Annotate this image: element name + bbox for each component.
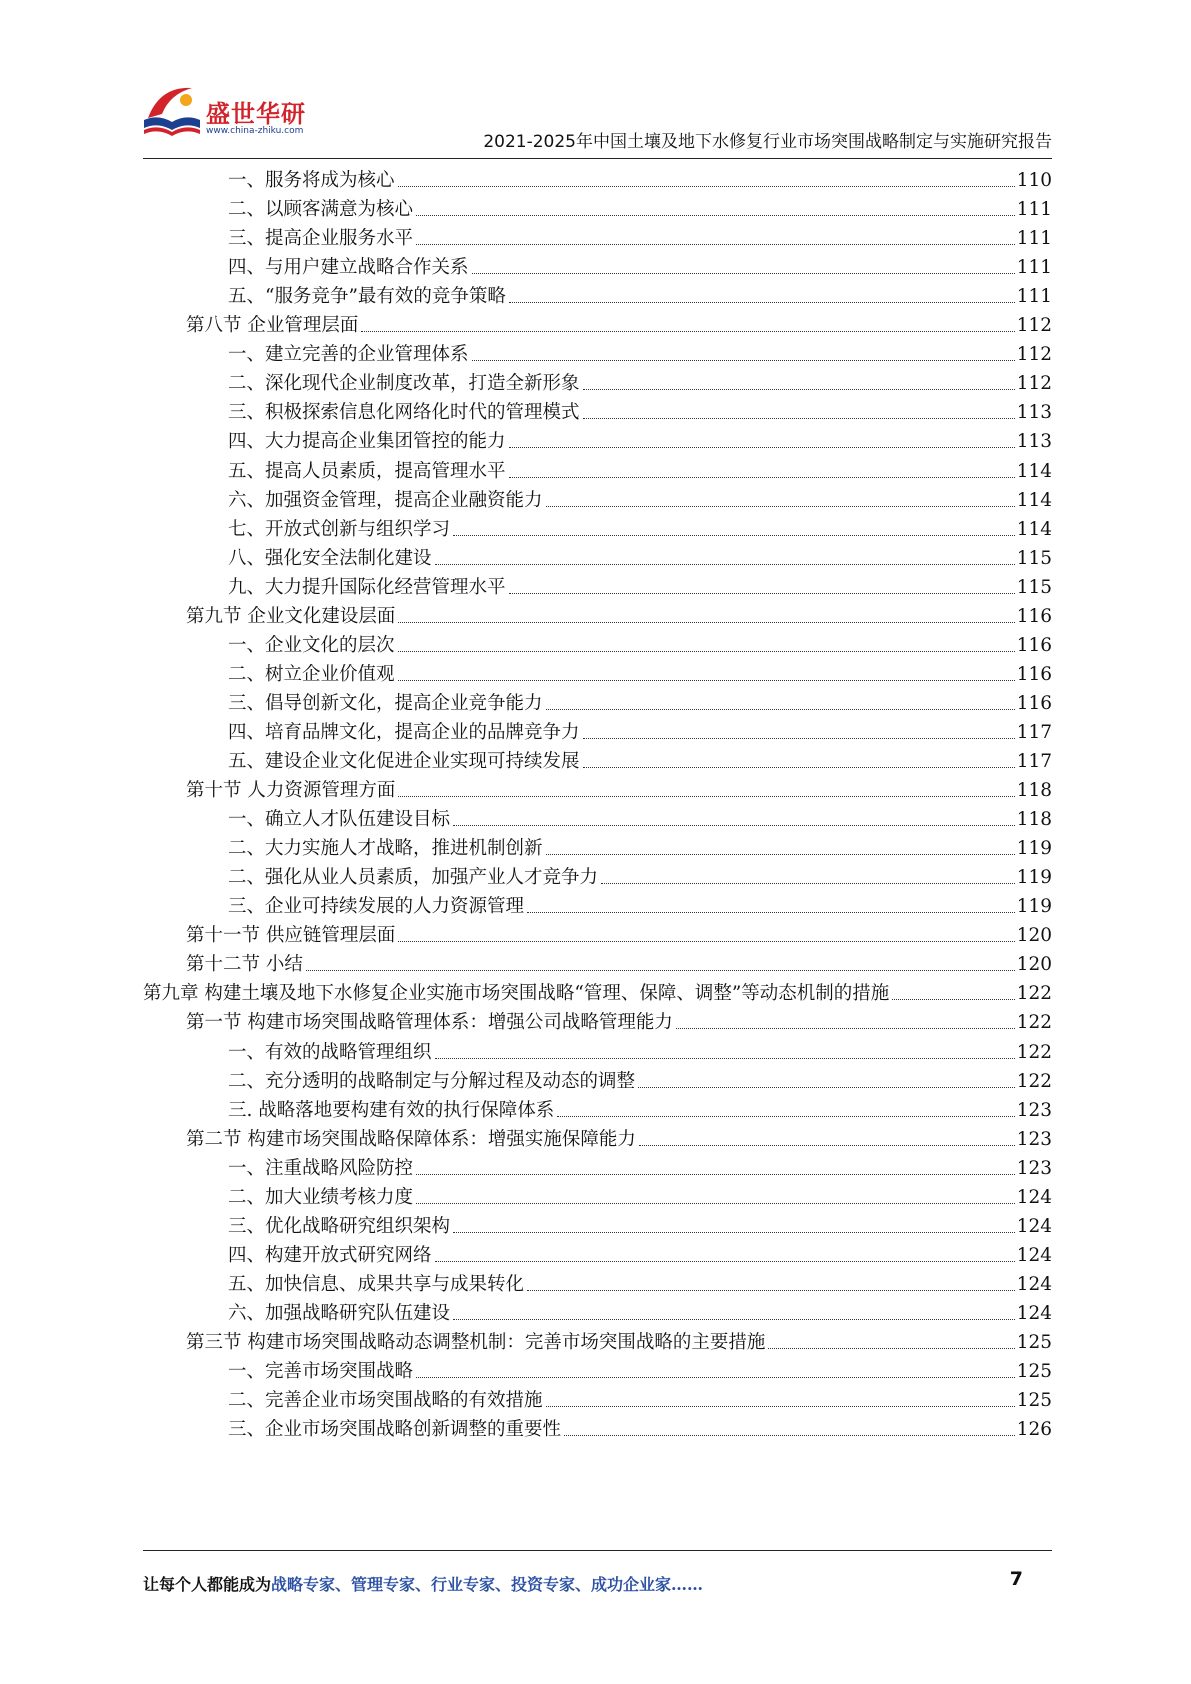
toc-entry[interactable] [228, 1179, 1052, 1210]
toc-entry-page: 111 [1016, 199, 1052, 221]
toc-entry-title: 一、服务将成为核心 [228, 170, 395, 191]
toc-entry-page: 123 [1016, 1128, 1052, 1150]
toc-entry-page: 117 [1016, 751, 1052, 772]
toc-entry-title: 四、大力提高企业集团管控的能力 [228, 431, 506, 453]
toc-leader-dots [306, 970, 1015, 971]
toc-entry-page: 116 [1016, 663, 1052, 685]
toc-entry[interactable] [228, 278, 1052, 309]
toc-entry-title: 第九章 构建土壤及地下水修复企业实施市场突围战略“管理、保障、调整”等动态机制的措施 [143, 983, 890, 1005]
toc-entry-title: 二、深化现代企业制度改革，打造全新形象 [228, 373, 580, 395]
toc-entry[interactable] [186, 772, 1052, 803]
toc-entry-title: 第十一节 供应链管理层面 [186, 925, 396, 947]
toc-entry-title: 五、“服务竞争”最有效的竞争策略 [228, 286, 506, 308]
toc-entry-page: 111 [1016, 228, 1052, 250]
toc-entry-title: 第八节 企业管理层面 [186, 315, 359, 337]
toc-entry-title: 第九节 企业文化建设层面 [186, 605, 396, 627]
toc-entry-page: 116 [1016, 634, 1052, 656]
report-title: 2021-2025年中国土壤及地下水修复行业市场突围战略制定与实施研究报告 [483, 132, 1052, 152]
toc-entry[interactable] [228, 888, 1052, 919]
company-logo [140, 80, 340, 152]
toc-entry-page: 124 [1016, 1273, 1052, 1295]
toc-leader-dots [892, 999, 1014, 1000]
toc-entry-page: 118 [1016, 809, 1052, 831]
toc-entry-page: 111 [1016, 286, 1052, 308]
toc-entry-title: 第十二节 小结 [186, 954, 303, 976]
toc-leader-dots [601, 883, 1015, 884]
toc-entry-page: 114 [1016, 460, 1052, 482]
toc-entry-page: 119 [1016, 896, 1052, 918]
toc-entry[interactable] [228, 1266, 1052, 1297]
toc-entry-title: 二、树立企业价值观 [228, 663, 395, 685]
toc-entry-title: 七、开放式创新与组织学习 [228, 518, 451, 540]
toc-entry-title: 一、建立完善的企业管理体系 [228, 344, 469, 366]
toc-entry-page: 111 [1016, 257, 1052, 279]
toc-entry-title: 六、加强资金管理，提高企业融资能力 [228, 489, 543, 511]
page-header [0, 0, 1191, 160]
toc-entry-title: 第十节 人力资源管理方面 [186, 780, 396, 802]
toc-leader-dots [416, 215, 1015, 216]
logo-url: www.china-zhiku.com [206, 126, 304, 136]
toc-entry[interactable] [228, 1150, 1052, 1181]
toc-leader-dots [398, 941, 1014, 942]
toc-leader-dots [453, 535, 1015, 536]
toc-leader-dots [361, 331, 1014, 332]
footer-divider [143, 1550, 1052, 1551]
toc-entry[interactable] [228, 423, 1052, 454]
toc-entry-title: 三. 战略落地要构建有效的执行保障体系 [228, 1099, 555, 1121]
toc-leader-dots [398, 622, 1014, 623]
toc-entry-title: 三、倡导创新文化，提高企业竞争能力 [228, 692, 543, 714]
toc-entry[interactable] [228, 191, 1052, 222]
toc-entry[interactable] [228, 540, 1052, 571]
toc-leader-dots [453, 1232, 1015, 1233]
toc-entry-title: 三、企业市场突围战略创新调整的重要性 [228, 1419, 562, 1441]
toc-leader-dots [509, 477, 1015, 478]
toc-leader-dots [509, 302, 1015, 303]
toc-entry[interactable] [228, 1237, 1052, 1268]
toc-entry-page: 117 [1016, 721, 1052, 743]
toc-entry[interactable] [228, 1411, 1052, 1442]
toc-entry-page: 122 [1016, 1041, 1052, 1063]
toc-entry-page: 113 [1016, 431, 1052, 453]
toc-entry-title: 二、大力实施人才战略，推进机制创新 [228, 838, 543, 860]
toc-leader-dots [435, 564, 1015, 565]
toc-entry[interactable] [228, 743, 1052, 774]
toc-leader-dots [509, 593, 1015, 594]
toc-entry[interactable] [228, 511, 1052, 542]
toc-leader-dots [583, 418, 1015, 419]
toc-entry-title: 五、提高人员素质，提高管理水平 [228, 460, 506, 482]
toc-leader-dots [398, 186, 1015, 187]
toc-entry[interactable] [228, 656, 1052, 687]
toc-entry[interactable] [228, 220, 1052, 251]
toc-entry[interactable] [186, 946, 1052, 977]
toc-entry-page: 112 [1016, 344, 1052, 366]
toc-leader-dots [527, 912, 1015, 913]
toc-entry-title: 五、建设企业文化促进企业实现可持续发展 [228, 751, 580, 772]
toc-entry[interactable] [228, 482, 1052, 513]
toc-entry-page: 116 [1016, 605, 1052, 627]
toc-leader-dots [416, 1203, 1015, 1204]
toc-entry-page: 125 [1016, 1332, 1052, 1353]
footer-slogan [143, 1572, 703, 1595]
toc-entry-page: 114 [1016, 489, 1052, 511]
toc-entry-page: 124 [1016, 1302, 1052, 1324]
toc-entry[interactable] [228, 685, 1052, 716]
toc-entry[interactable] [228, 453, 1052, 484]
toc-entry[interactable] [186, 598, 1052, 629]
toc-entry-title: 四、构建开放式研究网络 [228, 1244, 432, 1266]
toc-entry[interactable] [228, 1092, 1052, 1123]
toc-entry-page: 122 [1016, 983, 1052, 1005]
toc-entry-title: 四、与用户建立战略合作关系 [228, 257, 469, 279]
toc-entry-title: 九、大力提升国际化经营管理水平 [228, 576, 506, 598]
toc-entry-page: 124 [1016, 1244, 1052, 1266]
toc-entry-page: 112 [1016, 315, 1052, 337]
toc-leader-dots [639, 1145, 1015, 1146]
toc-entry-page: 124 [1016, 1186, 1052, 1208]
toc-leader-dots [416, 244, 1015, 245]
toc-entry-title: 三、优化战略研究组织架构 [228, 1215, 451, 1237]
footer-slogan-highlight: 战略专家、管理专家、行业专家、投资专家、成功企业家…… [271, 1575, 704, 1594]
footer-slogan-prefix: 让每个人都能成为 [143, 1575, 272, 1594]
toc-leader-dots [676, 1028, 1015, 1029]
toc-entry[interactable] [228, 1063, 1052, 1094]
toc-entry[interactable] [228, 1353, 1052, 1384]
toc-leader-dots [768, 1348, 1014, 1349]
toc-entry-page: 115 [1016, 576, 1052, 598]
toc-leader-dots [638, 1087, 1015, 1088]
toc-entry[interactable] [143, 975, 1052, 1006]
toc-entry-title: 一、注重战略风险防控 [228, 1157, 414, 1179]
toc-entry[interactable] [228, 1034, 1052, 1065]
toc-entry-title: 四、培育品牌文化，提高企业的品牌竞争力 [228, 721, 580, 743]
toc-entry-title: 二、充分透明的战略制定与分解过程及动态的调整 [228, 1070, 636, 1092]
toc-leader-dots [564, 1435, 1015, 1436]
toc-leader-dots [398, 796, 1014, 797]
toc-entry-title: 八、强化安全法制化建设 [228, 547, 432, 569]
toc-entry-page: 115 [1016, 547, 1052, 569]
toc-entry-title: 二、完善企业市场突围战略的有效措施 [228, 1390, 543, 1412]
toc-leader-dots [583, 738, 1015, 739]
toc-entry[interactable] [228, 714, 1052, 745]
toc-leader-dots [557, 1116, 1014, 1117]
toc-leader-dots [435, 1058, 1015, 1059]
toc-entry-page: 123 [1016, 1099, 1052, 1121]
toc-leader-dots [398, 680, 1015, 681]
toc-entry-page: 120 [1016, 954, 1052, 976]
toc-leader-dots [472, 360, 1015, 361]
header-divider [143, 158, 1052, 159]
toc-entry[interactable] [228, 249, 1052, 280]
toc-entry[interactable] [186, 1004, 1052, 1035]
toc-leader-dots [583, 767, 1015, 768]
toc-entry[interactable] [228, 859, 1052, 890]
toc-entry[interactable] [228, 801, 1052, 832]
toc-entry-page: 119 [1016, 867, 1052, 889]
toc-entry-page: 116 [1016, 692, 1052, 714]
toc-entry[interactable] [228, 1382, 1052, 1413]
toc-leader-dots [583, 389, 1015, 390]
toc-entry-title: 一、有效的战略管理组织 [228, 1041, 432, 1063]
toc-entry[interactable] [228, 1295, 1052, 1326]
toc-entry[interactable] [228, 1208, 1052, 1239]
toc-entry-title: 一、完善市场突围战略 [228, 1361, 414, 1383]
toc-entry-page: 113 [1016, 402, 1052, 424]
toc-leader-dots [453, 825, 1015, 826]
toc-leader-dots [435, 1261, 1015, 1262]
toc-entry-title: 三、积极探索信息化网络化时代的管理模式 [228, 402, 580, 424]
toc-entry-title: 第三节 构建市场突围战略动态调整机制：完善市场突围战略的主要措施 [186, 1332, 766, 1353]
toc-entry-title: 第二节 构建市场突围战略保障体系：增强实施保障能力 [186, 1128, 636, 1150]
toc-entry[interactable] [228, 627, 1052, 658]
toc-entry-page: 122 [1016, 1070, 1052, 1092]
toc-leader-dots [546, 709, 1015, 710]
toc-entry-page: 124 [1016, 1215, 1052, 1237]
toc-entry-title: 六、加强战略研究队伍建设 [228, 1302, 451, 1324]
toc-entry[interactable] [186, 917, 1052, 948]
toc-entry[interactable] [228, 569, 1052, 600]
toc-leader-dots [546, 854, 1015, 855]
toc-entry[interactable] [228, 830, 1052, 861]
toc-entry[interactable] [228, 394, 1052, 425]
toc-entry-title: 三、企业可持续发展的人力资源管理 [228, 896, 525, 918]
toc-entry[interactable] [186, 1324, 1052, 1355]
toc-leader-dots [453, 1319, 1015, 1320]
page-number: 7 [1009, 1568, 1023, 1590]
toc-entry[interactable] [228, 336, 1052, 367]
toc-entry-page: 110 [1016, 170, 1052, 191]
toc-entry-title: 二、以顾客满意为核心 [228, 199, 414, 221]
toc-entry-title: 二、强化从业人员素质，加强产业人才竞争力 [228, 867, 599, 889]
toc-entry[interactable] [186, 1121, 1052, 1152]
toc-entry-page: 125 [1016, 1390, 1052, 1412]
toc-leader-dots [416, 1174, 1015, 1175]
toc-entry-title: 三、提高企业服务水平 [228, 228, 414, 250]
toc-entry-page: 118 [1016, 780, 1052, 802]
toc-entry-title: 第一节 构建市场突围战略管理体系：增强公司战略管理能力 [186, 1012, 673, 1034]
toc-leader-dots [472, 273, 1015, 274]
toc-entry-page: 123 [1016, 1157, 1052, 1179]
toc-entry-page: 119 [1016, 838, 1052, 860]
toc-leader-dots [416, 1377, 1015, 1378]
toc-leader-dots [546, 1406, 1015, 1407]
toc-entry-page: 112 [1016, 373, 1052, 395]
toc-entry-title: 一、企业文化的层次 [228, 634, 395, 656]
toc-entry-page: 126 [1016, 1419, 1052, 1441]
toc-entry[interactable] [228, 162, 1052, 193]
toc-leader-dots [546, 506, 1015, 507]
toc-leader-dots [527, 1290, 1015, 1291]
toc-entry[interactable] [186, 307, 1052, 338]
toc-entry-page: 120 [1016, 925, 1052, 947]
logo-name: 盛世华研 [206, 100, 306, 128]
logo-emblem-icon [140, 80, 204, 140]
toc-entry-page: 125 [1016, 1361, 1052, 1383]
toc-entry-title: 一、确立人才队伍建设目标 [228, 809, 451, 831]
toc-leader-dots [398, 651, 1015, 652]
toc-entry-page: 122 [1016, 1012, 1052, 1034]
toc-leader-dots [509, 447, 1015, 448]
toc-entry-title: 二、加大业绩考核力度 [228, 1186, 414, 1208]
toc-entry-page: 114 [1016, 518, 1052, 540]
toc-entry[interactable] [228, 365, 1052, 396]
toc-entry-title: 五、加快信息、成果共享与成果转化 [228, 1273, 525, 1295]
